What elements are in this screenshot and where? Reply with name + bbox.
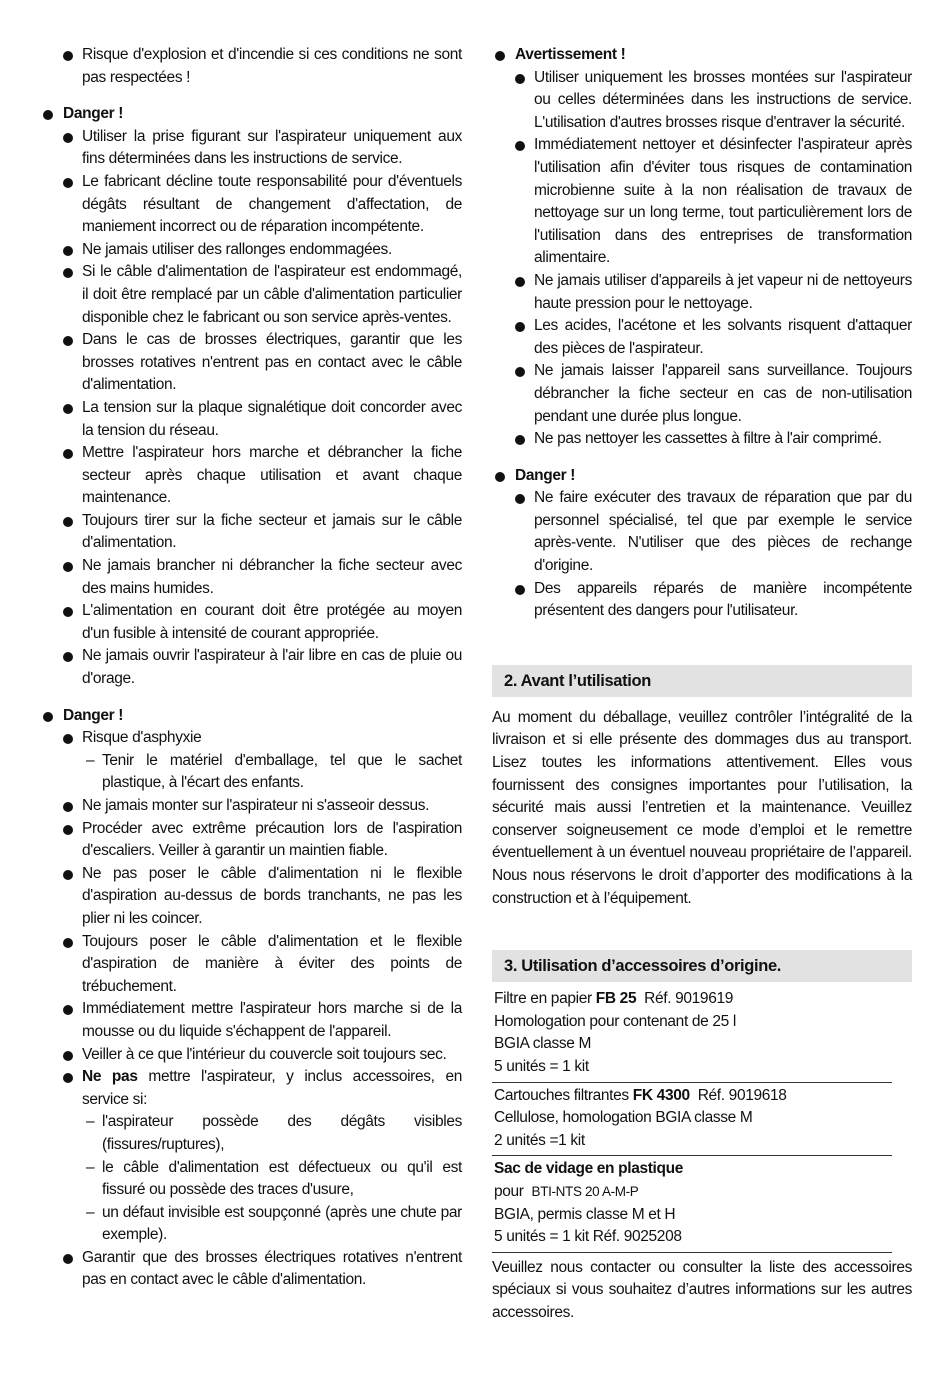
list-item: Veiller à ce que l'intérieur du couvercle soit toujours sec. bbox=[40, 1044, 462, 1067]
danger-heading: Danger ! bbox=[40, 103, 462, 126]
accessory-item: Filtre en papier FB 25 Réf. 9019619 Homologation pour contenant de 25 l BGIA classe M 5 unités = 1 kit bbox=[494, 990, 736, 1075]
list-item: Les acides, l'acétone et les solvants risquent d'attaquer des pièces de l'aspirateur. bbox=[492, 315, 912, 360]
bullet-icon bbox=[63, 652, 73, 662]
list-item: Des appareils réparés de manière incompétente présentent des dangers pour l'utilisateur. bbox=[492, 578, 912, 623]
bullet-icon bbox=[63, 1254, 73, 1264]
sub-item: – l'aspirateur possède des dégâts visibles (fissures/ruptures), bbox=[86, 1113, 462, 1153]
list-item: Le fabricant décline toute responsabilité pour d'éventuels dégâts résultant de changement d'affectation, de maniement incorrect ou de réparation incompétente. bbox=[40, 171, 462, 239]
bullet-icon bbox=[63, 517, 73, 527]
bullet-icon bbox=[63, 1051, 73, 1061]
list-item: Risque d'explosion et d'incendie si ces conditions ne sont pas respectées ! bbox=[40, 44, 462, 89]
bullet-icon bbox=[515, 322, 525, 332]
list-item: Ne pas mettre l'aspirateur, y inclus accessoires, en service si: bbox=[40, 1066, 462, 1111]
bullet-icon bbox=[63, 938, 73, 948]
list-item: L'alimentation en courant doit être protégée au moyen d'un fusible à intensité de courant appropriée. bbox=[40, 600, 462, 645]
bullet-icon bbox=[63, 802, 73, 812]
list-item: Utiliser la prise figurant sur l'aspirateur uniquement aux fins déterminées dans les instructions de service. bbox=[40, 126, 462, 171]
list-item: Ne jamais laisser l'appareil sans surveillance. Toujours débrancher la fiche secteur en cas de non-utilisation pendant une durée plus longue. bbox=[492, 360, 912, 428]
list-item: Garantir que des brosses électriques rotatives n'entrent pas en contact avec le câble d'alimentation. bbox=[40, 1247, 462, 1292]
bullet-icon bbox=[63, 178, 73, 188]
bullet-icon bbox=[63, 734, 73, 744]
warning-list bbox=[492, 67, 912, 451]
sub-list bbox=[40, 1111, 462, 1247]
list-item: Risque d'asphyxie bbox=[40, 727, 462, 750]
list-item: Ne pas nettoyer les cassettes à filtre à l'air comprimé. bbox=[492, 428, 912, 451]
list-item: Ne pas poser le câble d'alimentation ni le flexible d'aspiration au-dessus de bords tranchants, ne pas les plier ni les coincer. bbox=[40, 863, 462, 931]
bullet-icon bbox=[515, 74, 525, 84]
bullet-icon bbox=[515, 367, 525, 377]
bullet-icon bbox=[515, 141, 525, 151]
list-item: Mettre l'aspirateur hors marche et débrancher la fiche secteur après chaque utilisation et avant chaque maintenance. bbox=[40, 442, 462, 510]
bullet-icon bbox=[63, 133, 73, 143]
divider bbox=[492, 1252, 892, 1253]
list-item: Ne jamais utiliser d'appareils à jet vapeur ni de nettoyeurs haute pression pour le nettoyage. bbox=[492, 270, 912, 315]
list-item: Si le câble d'alimentation de l'aspirateur est endommagé, il doit être remplacé par un câble d'alimentation particulier disponible chez le fabricant ou son service après-ventes. bbox=[40, 261, 462, 329]
accessory-item: Cartouches filtrantes FK 4300 Réf. 9019618 Cellulose, homologation BGIA classe M 2 unités =1 kit bbox=[494, 1086, 787, 1149]
bullet-icon bbox=[495, 472, 505, 482]
bullet-icon bbox=[63, 607, 73, 617]
bullet-icon bbox=[63, 449, 73, 459]
danger-list bbox=[492, 487, 912, 623]
bullet-icon bbox=[63, 51, 73, 61]
bullet-icon bbox=[63, 1005, 73, 1015]
sub-item: – un défaut invisible est soupçonné (après une chute par exemple). bbox=[86, 1203, 462, 1244]
bullet-icon bbox=[515, 585, 525, 595]
bullet-icon bbox=[63, 1073, 73, 1083]
danger-heading: Danger ! bbox=[492, 465, 912, 488]
list-item: Ne jamais monter sur l'aspirateur ni s'asseoir dessus. bbox=[40, 795, 462, 818]
list-item: Ne jamais utiliser des rallonges endommagées. bbox=[40, 239, 462, 262]
bullet-icon bbox=[63, 268, 73, 278]
bullet-icon bbox=[515, 277, 525, 287]
right-column bbox=[492, 44, 912, 1325]
bullet-icon bbox=[63, 825, 73, 835]
section-heading: 3. Utilisation d’accessoires d’origine. bbox=[492, 950, 912, 982]
list-item: Ne faire exécuter des travaux de réparation que par du personnel spécialisé, tel que par exemple le service après-vente. N'utiliser que des pièces de rechange d'origine. bbox=[492, 487, 912, 577]
bullet-icon bbox=[63, 336, 73, 346]
list-item: Utiliser uniquement les brosses montées sur l'aspirateur ou celles déterminées dans les instructions de service. L'utilisation d'autres brosses risque d'entraver la sécurité. bbox=[492, 67, 912, 135]
sub-item: – Tenir le matériel d'emballage, tel que le sachet plastique, à l'écart des enfants. bbox=[86, 751, 462, 792]
list-item: Immédiatement mettre l'aspirateur hors marche si de la mousse ou du liquide s'échappent de l'appareil. bbox=[40, 998, 462, 1043]
bullet-icon bbox=[63, 246, 73, 256]
list-item: Ne jamais brancher ni débrancher la fiche secteur avec des mains humides. bbox=[40, 555, 462, 600]
list-item: Ne jamais ouvrir l'aspirateur à l'air libre en cas de pluie ou d'orage. bbox=[40, 645, 462, 690]
left-column bbox=[40, 44, 462, 1292]
warning-heading: Avertissement ! bbox=[492, 44, 912, 67]
bullet-icon bbox=[495, 51, 505, 61]
accessories-footer: Veuillez nous contacter ou consulter la liste des accessoires spéciaux si vous souhaitez d’autres informations sur les autres accessoires. bbox=[492, 1258, 912, 1321]
accessory-item: Sac de vidage en plastique pour BTI-NTS 20 A-M-P BGIA, permis classe M et H 5 unités = 1 kit Réf. 9025208 bbox=[494, 1160, 684, 1246]
danger-list bbox=[40, 795, 462, 1066]
list-item: La tension sur la plaque signalétique doit concorder avec la tension du réseau. bbox=[40, 397, 462, 442]
list-item: Toujours tirer sur la fiche secteur et jamais sur le câble d'alimentation. bbox=[40, 510, 462, 555]
danger-heading: Danger ! bbox=[40, 705, 462, 728]
list-item: Immédiatement nettoyer et désinfecter l'aspirateur après l'utilisation afin d'éviter tous risques de contamination microbienne suite à la non réalisation de travaux de nettoyage sur un long terme, tout particulièrement lors de l'utilisation dans des entreprises de transformation alimentaire. bbox=[492, 134, 912, 270]
section-heading: 2. Avant l’utilisation bbox=[492, 665, 912, 697]
bullet-icon bbox=[43, 110, 53, 120]
danger-list bbox=[40, 126, 462, 691]
list-item: Procéder avec extrême précaution lors de l'aspiration d'escaliers. Veiller à garantir un maintien fiable. bbox=[40, 818, 462, 863]
bullet-icon bbox=[515, 435, 525, 445]
bullet-icon bbox=[63, 870, 73, 880]
bullet-icon bbox=[63, 404, 73, 414]
list-item: Toujours poser le câble d'alimentation et le flexible d'aspiration de manière à éviter des points de trébuchement. bbox=[40, 931, 462, 999]
bullet-icon bbox=[43, 712, 53, 722]
bullet-icon bbox=[515, 494, 525, 504]
section-text: Au moment du déballage, veuillez contrôler l’intégralité de la livraison et si elle présente des dommages dus au transport. Lisez toutes les informations attentivement. Elles vous fournissent des consignes importantes pour l’utilisation, la sécurité mais aussi l’entretien et la maintenance. Veuillez conserver soigneusement ce mode d’emploi et le remettre éventuellement à un éventuel nouveau propriétaire de l’appareil. Nous nous réservons le droit d’apporter des modifications à la construction et à l’équipement. bbox=[492, 708, 912, 907]
sub-item: – le câble d'alimentation est défectueux ou qu'il est fissuré ou possède des traces d'usure, bbox=[86, 1158, 462, 1199]
list-item: Dans le cas de brosses électriques, garantir que les brosses rotatives n'entrent pas en contact avec le câble d'alimentation. bbox=[40, 329, 462, 397]
bullet-icon bbox=[63, 562, 73, 572]
